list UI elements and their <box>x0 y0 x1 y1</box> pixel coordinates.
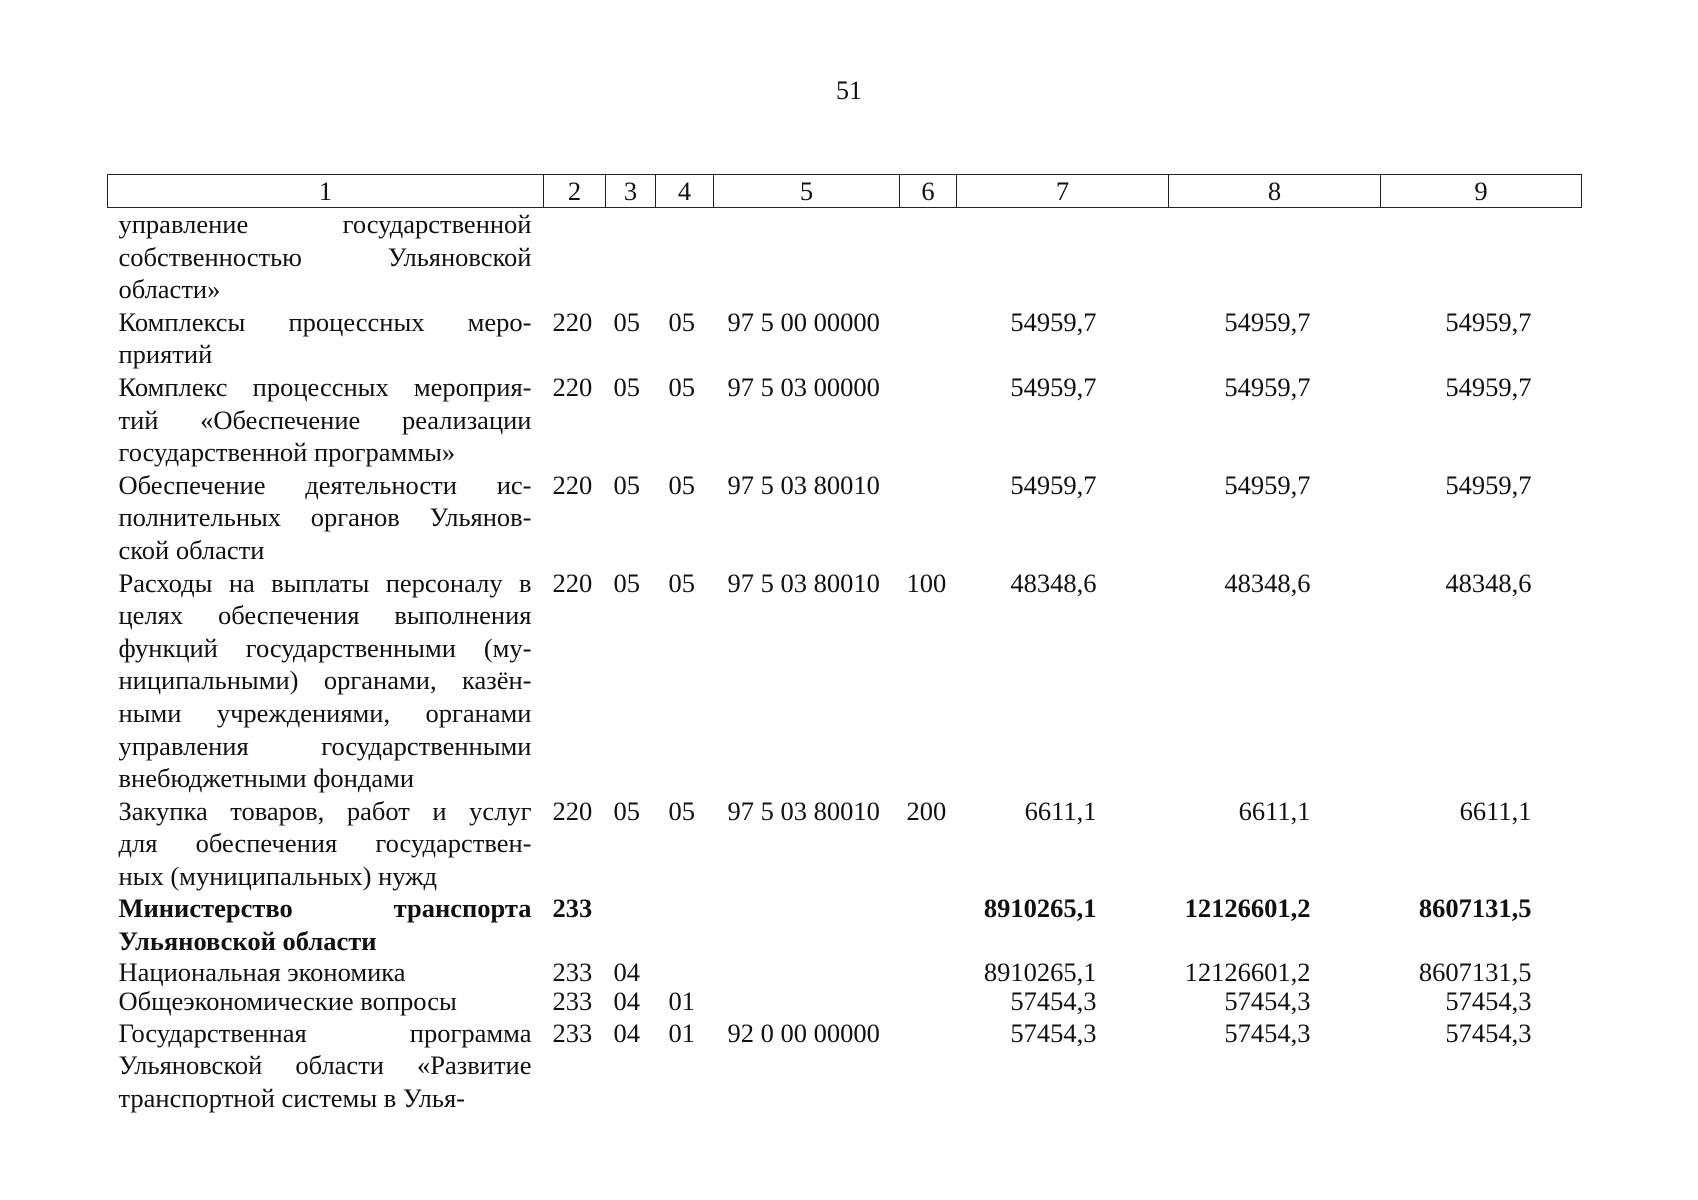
subsection-code: 01 <box>668 986 695 1017</box>
header-col-6: 6 <box>900 175 957 208</box>
subsection-code: 01 <box>668 1017 695 1048</box>
table-body <box>108 208 1582 1115</box>
row-name-line: тий «Обеспечение реализации <box>118 404 532 435</box>
amount-col-7: 57454,3 <box>1010 986 1097 1017</box>
table-row <box>108 892 1582 957</box>
table-header <box>108 175 1582 208</box>
amount-col-9: 57454,3 <box>1445 986 1532 1017</box>
amount-col-7: 6611,1 <box>1024 795 1097 826</box>
row-name <box>108 795 544 893</box>
subsection-code <box>656 958 714 988</box>
row-name-line: Комплекс процессных мероприя- <box>118 371 532 402</box>
row-name-line: целях обеспечения выполнения <box>118 600 532 631</box>
target-article-code: 97 5 03 80010 <box>727 469 880 500</box>
row-name-line: Обеспечение деятельности ис- <box>118 469 532 500</box>
amount-col-8: 48348,6 <box>1224 567 1311 598</box>
amount-col-9: 57454,3 <box>1445 1017 1532 1048</box>
amount-col-7: 8910265,1 <box>983 893 1097 924</box>
row-name-line: Расходы на выплаты персоналу в <box>118 567 532 598</box>
expense-type-code <box>900 469 957 567</box>
row-name-line: функций государственными (му- <box>118 632 532 663</box>
amount-col-9: 8607131,5 <box>1418 956 1532 987</box>
amount-col-8 <box>1169 208 1381 306</box>
amount-col-7: 54959,7 <box>1010 306 1097 337</box>
amount-col-7: 54959,7 <box>1010 371 1097 402</box>
section-code: 05 <box>613 567 640 598</box>
subsection-code <box>656 892 714 957</box>
table-row <box>108 208 1582 306</box>
amount-col-8: 54959,7 <box>1224 306 1311 337</box>
amount-col-7 <box>957 208 1169 306</box>
amount-col-7: 54959,7 <box>1010 469 1097 500</box>
target-article-code: 97 5 03 80010 <box>727 567 880 598</box>
section-code: 04 <box>613 956 640 987</box>
ministry-code: 220 <box>552 469 593 500</box>
amount-col-8: 57454,3 <box>1224 986 1311 1017</box>
row-name <box>108 987 544 1017</box>
amount-col-7: 57454,3 <box>1010 1017 1097 1048</box>
table-row <box>108 987 1582 1017</box>
header-col-9: 9 <box>1381 175 1582 208</box>
row-name <box>108 567 544 795</box>
row-name-line: ными учреждениями, органами <box>118 697 532 728</box>
budget-table <box>107 174 1582 1114</box>
target-article-code <box>714 892 900 957</box>
amount-col-9: 54959,7 <box>1445 306 1532 337</box>
row-name-line: Национальная экономика <box>118 956 406 987</box>
amount-col-9 <box>1381 208 1582 306</box>
expense-type-code <box>900 208 957 306</box>
row-name-line: Государственная программа <box>118 1017 532 1048</box>
row-name-line: Министерство транспорта <box>118 893 532 924</box>
row-name <box>108 892 544 957</box>
ministry-code: 233 <box>552 986 593 1017</box>
table-row <box>108 958 1582 988</box>
row-name <box>108 469 544 567</box>
subsection-code: 05 <box>668 795 695 826</box>
page-number: 51 <box>836 76 862 105</box>
amount-col-8: 54959,7 <box>1224 371 1311 402</box>
expense-type-code <box>900 892 957 957</box>
ministry-code: 220 <box>552 795 593 826</box>
ministry-code: 220 <box>552 306 593 337</box>
subsection-code: 05 <box>668 469 695 500</box>
row-name-line: управление государственной <box>118 209 532 239</box>
table-row <box>108 469 1582 567</box>
subsection-code: 05 <box>668 306 695 337</box>
ministry-code: 233 <box>552 893 593 924</box>
header-col-3: 3 <box>606 175 656 208</box>
row-name <box>108 371 544 469</box>
amount-col-9: 54959,7 <box>1445 469 1532 500</box>
header-col-4: 4 <box>656 175 714 208</box>
expense-type-code <box>900 1017 957 1115</box>
section-code <box>606 892 656 957</box>
expense-type-code: 100 <box>906 567 947 598</box>
expense-type-code <box>900 371 957 469</box>
ministry-code: 233 <box>552 1017 593 1048</box>
expense-type-code <box>900 987 957 1017</box>
header-col-8: 8 <box>1169 175 1381 208</box>
header-col-2: 2 <box>544 175 606 208</box>
target-article-code <box>714 208 900 306</box>
row-name <box>108 306 544 371</box>
header-col-1: 1 <box>108 175 544 208</box>
row-name-line: Общеэкономические вопросы <box>118 986 457 1017</box>
ministry-code: 233 <box>552 956 593 987</box>
expense-type-code <box>900 306 957 371</box>
row-name <box>108 958 544 988</box>
section-code: 04 <box>613 986 640 1017</box>
amount-col-7: 8910265,1 <box>983 956 1097 987</box>
subsection-code <box>656 208 714 306</box>
table-row <box>108 1017 1582 1115</box>
row-name-line: транспортной системы в Улья- <box>118 1082 465 1113</box>
expense-type-code: 200 <box>906 795 947 826</box>
ministry-code <box>544 208 606 306</box>
table-row <box>108 306 1582 371</box>
amount-col-9: 6611,1 <box>1459 795 1532 826</box>
amount-col-8: 57454,3 <box>1224 1017 1311 1048</box>
row-name-line: государственной программы» <box>118 437 456 468</box>
target-article-code: 92 0 00 00000 <box>727 1017 880 1048</box>
row-name-line: ных (муниципальных) нужд <box>118 860 437 891</box>
row-name-line: управления государственными <box>118 730 532 761</box>
target-article-code <box>714 958 900 988</box>
row-name-line: собственностью Ульяновской <box>118 241 532 272</box>
ministry-code: 220 <box>552 371 593 402</box>
row-name-line: Комплексы процессных меро- <box>118 306 532 337</box>
target-article-code <box>714 987 900 1017</box>
row-name-line: Ульяновской области «Развитие <box>118 1050 532 1081</box>
header-col-7: 7 <box>957 175 1169 208</box>
amount-col-9: 8607131,5 <box>1418 893 1532 924</box>
section-code: 05 <box>613 795 640 826</box>
amount-col-8: 12126601,2 <box>1184 956 1311 987</box>
target-article-code: 97 5 00 00000 <box>727 306 880 337</box>
section-code: 04 <box>613 1017 640 1048</box>
header-col-5: 5 <box>714 175 900 208</box>
section-code: 05 <box>613 306 640 337</box>
amount-col-8: 54959,7 <box>1224 469 1311 500</box>
table-row <box>108 567 1582 795</box>
subsection-code: 05 <box>668 567 695 598</box>
amount-col-9: 54959,7 <box>1445 371 1532 402</box>
target-article-code: 97 5 03 00000 <box>727 371 880 402</box>
amount-col-8: 12126601,2 <box>1184 893 1311 924</box>
row-name-line: ской области <box>118 534 265 565</box>
subsection-code: 05 <box>668 371 695 402</box>
row-name-line: приятий <box>118 339 213 370</box>
section-code <box>606 208 656 306</box>
header-row <box>108 175 1582 208</box>
row-name <box>108 1017 544 1115</box>
amount-col-9: 48348,6 <box>1445 567 1532 598</box>
section-code: 05 <box>613 371 640 402</box>
ministry-code: 220 <box>552 567 593 598</box>
row-name-line: полнительных органов Ульянов- <box>118 502 532 533</box>
row-name-line: Закупка товаров, работ и услуг <box>118 795 532 826</box>
row-name-line: области» <box>118 274 221 305</box>
section-code: 05 <box>613 469 640 500</box>
amount-col-8: 6611,1 <box>1238 795 1311 826</box>
row-name-line: ниципальными) органами, казён- <box>118 665 532 696</box>
row-name-line: внебюджетными фондами <box>118 763 415 794</box>
amount-col-7: 48348,6 <box>1010 567 1097 598</box>
row-name-line: для обеспечения государствен- <box>118 828 532 859</box>
row-name-line: Ульяновской области <box>118 926 377 957</box>
target-article-code: 97 5 03 80010 <box>727 795 880 826</box>
expense-type-code <box>900 958 957 988</box>
row-name <box>108 208 544 306</box>
table-row <box>108 371 1582 469</box>
table-row <box>108 795 1582 893</box>
